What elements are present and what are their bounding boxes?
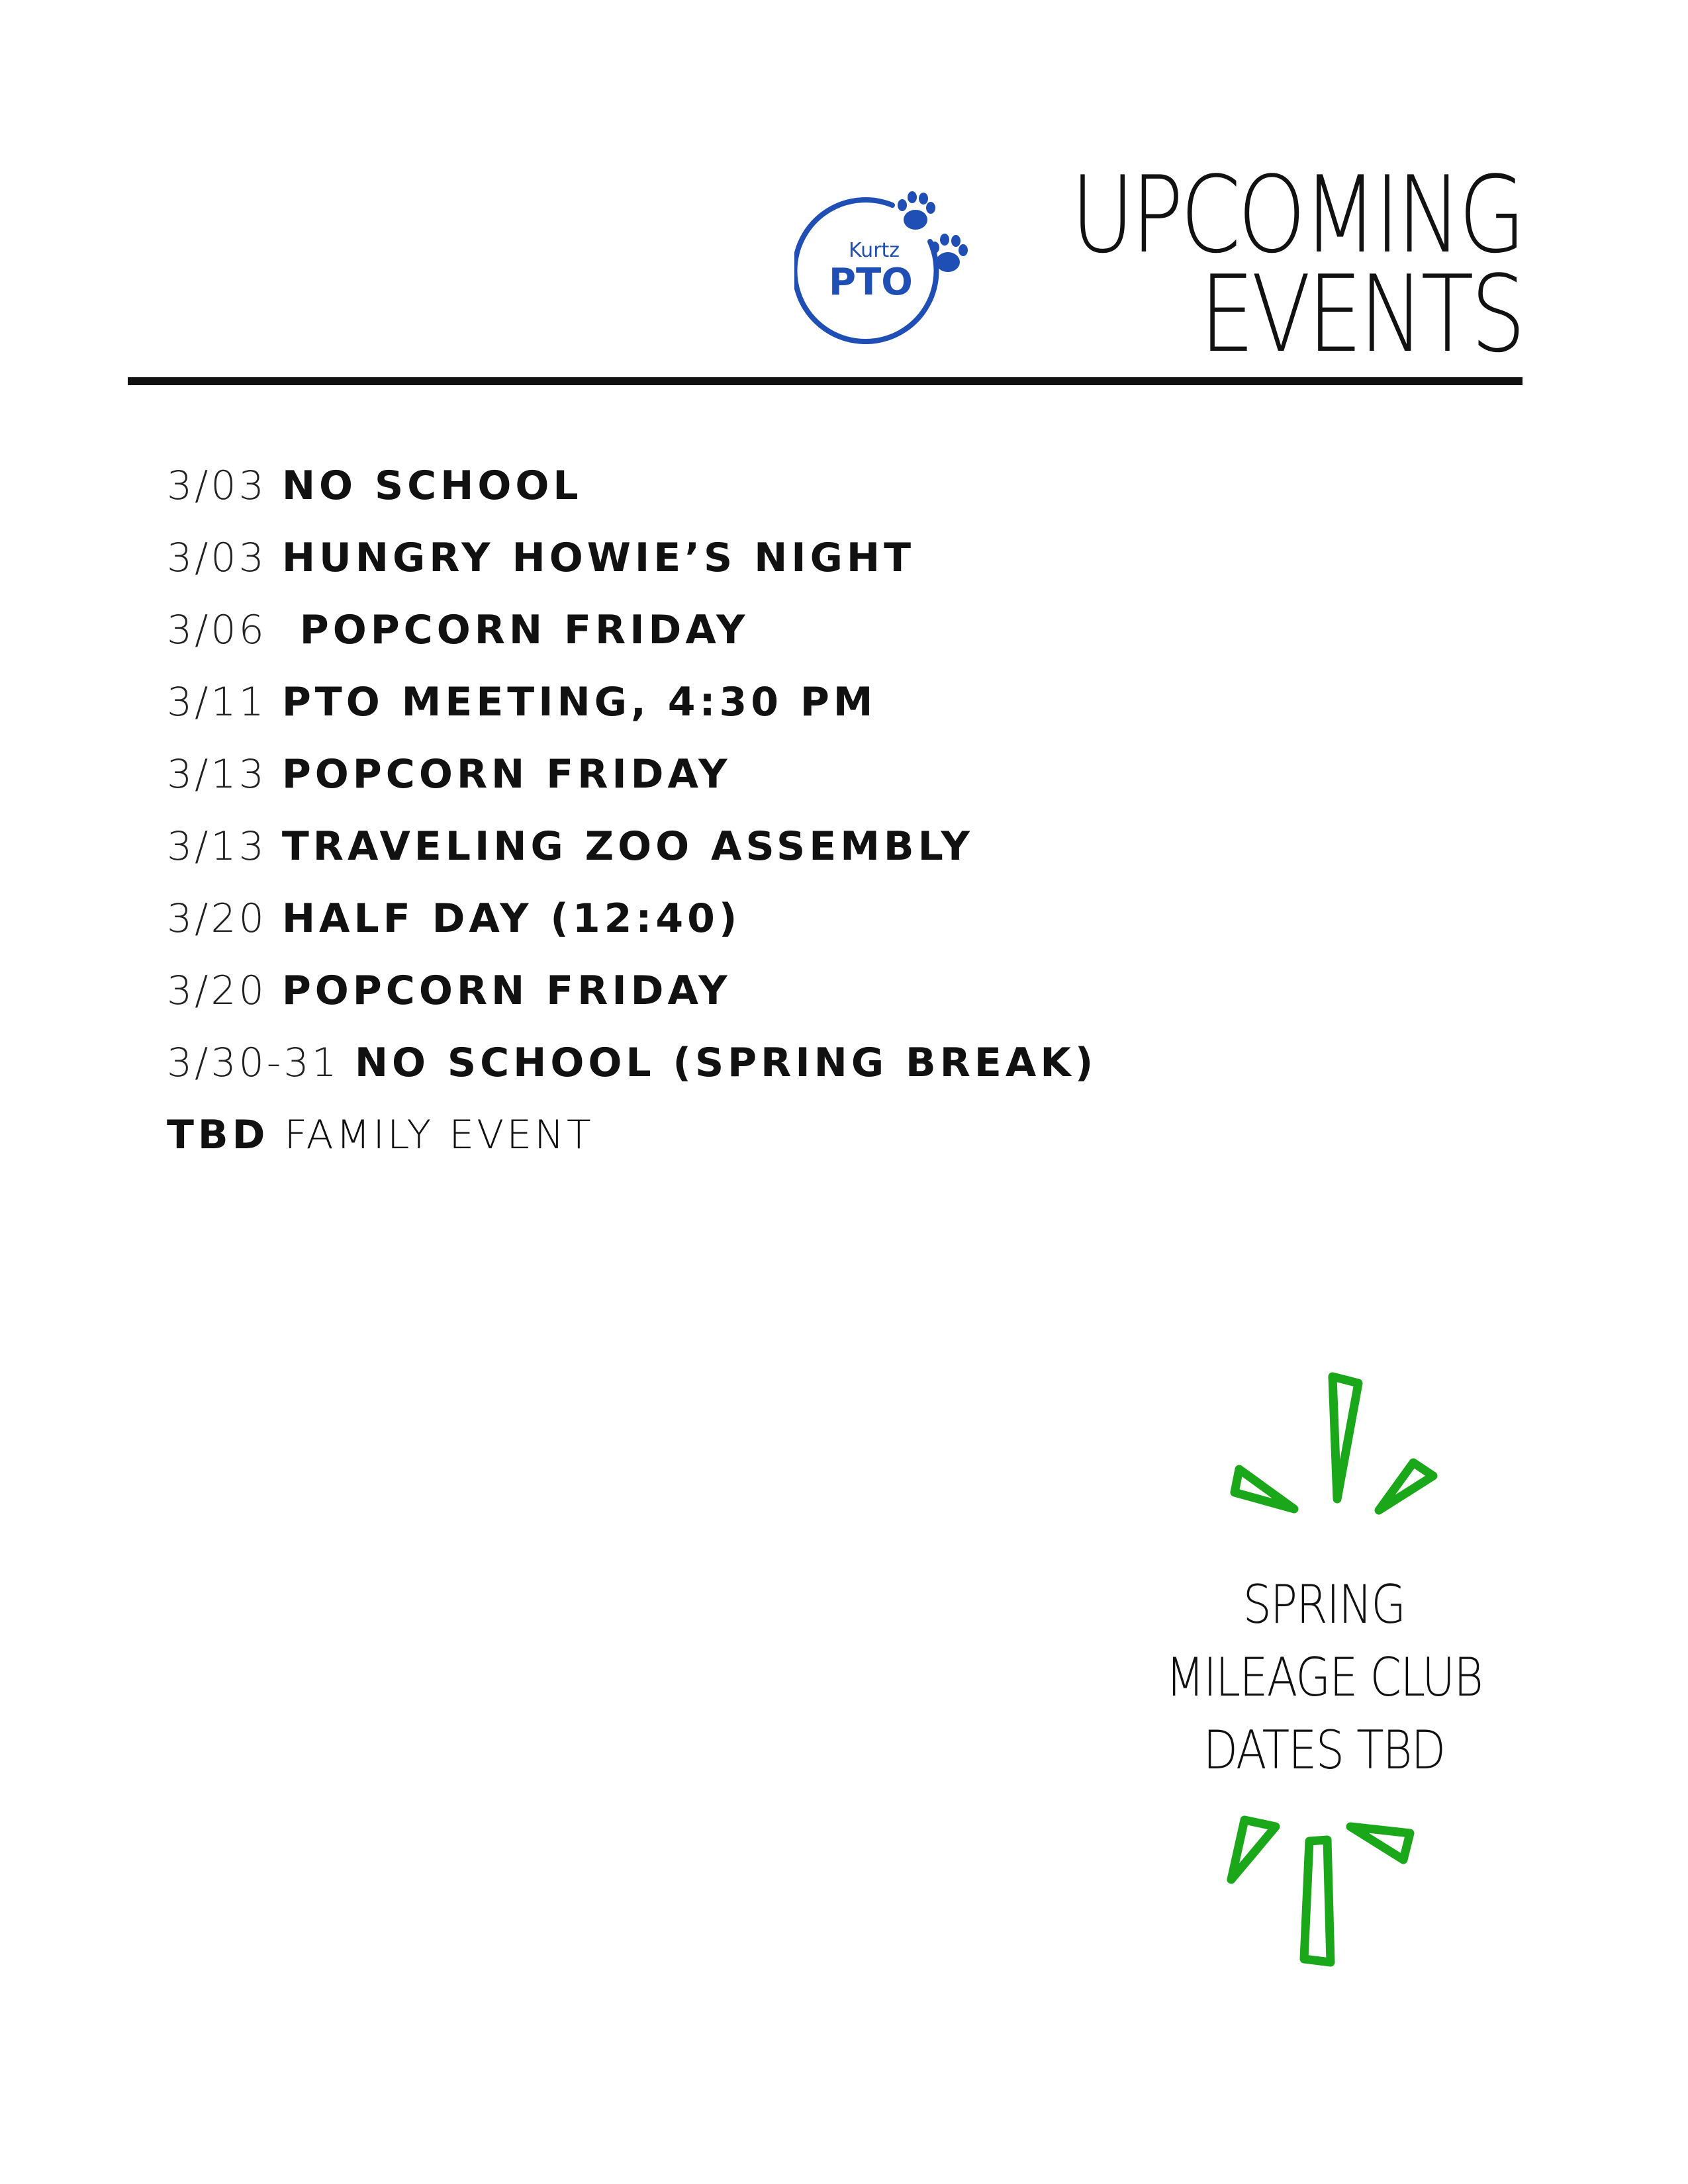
event-date: 3/20: [167, 895, 267, 942]
events-list: [167, 450, 1097, 1171]
event-date: TBD: [167, 1112, 269, 1158]
event-label: POPCORN FRIDAY: [281, 968, 731, 1014]
event-item: [167, 811, 1097, 883]
logo-large-text: PTO: [829, 261, 913, 304]
event-label: FAMILY EVENT: [284, 1112, 594, 1158]
event-date: 3/06: [167, 607, 267, 653]
event-label: NO SCHOOL: [281, 463, 583, 509]
spring-line-3: DATES TBD: [1203, 1719, 1445, 1781]
event-date: 3/03: [167, 535, 267, 581]
event-item: [167, 666, 1097, 739]
event-label: POPCORN FRIDAY: [281, 751, 731, 797]
event-item: [167, 883, 1097, 955]
event-label: NO SCHOOL (SPRING BREAK): [354, 1040, 1098, 1086]
event-item: [167, 1027, 1097, 1099]
event-date: 3/11: [167, 679, 267, 725]
paw-print-icon: [898, 191, 935, 230]
event-label: TRAVELING ZOO ASSEMBLY: [281, 823, 974, 870]
spring-mileage-text: [1144, 1569, 1504, 1787]
kurtz-pto-logo: [794, 179, 973, 344]
event-item: [167, 955, 1097, 1027]
event-item-tbd: [167, 1099, 1097, 1171]
title-divider: [128, 377, 1523, 385]
event-date: 3/13: [167, 823, 267, 870]
event-label: POPCORN FRIDAY: [281, 607, 749, 653]
spring-line-2: MILEAGE CLUB: [1165, 1647, 1483, 1708]
title-line-2: EVENTS: [1199, 252, 1523, 376]
event-item: [167, 450, 1097, 522]
event-date: 3/03: [167, 463, 267, 509]
header: [0, 0, 1688, 397]
title-line-1: UPCOMING: [1070, 153, 1523, 277]
event-label: HUNGRY HOWIE’S NIGHT: [281, 535, 915, 581]
event-date: 3/30-31: [167, 1040, 340, 1086]
event-date: 3/20: [167, 968, 267, 1014]
event-item: [167, 739, 1097, 811]
page-title: [1061, 153, 1523, 376]
event-date: 3/13: [167, 751, 267, 797]
event-item: [167, 522, 1097, 594]
spring-mileage-note: [1112, 1357, 1536, 1985]
event-item: [167, 594, 1097, 666]
event-label: HALF DAY (12:40): [281, 895, 741, 942]
spring-line-1: SPRING: [1243, 1574, 1405, 1635]
event-label: PTO MEETING, 4:30 PM: [281, 679, 877, 725]
logo-small-text: Kurtz: [849, 239, 900, 262]
